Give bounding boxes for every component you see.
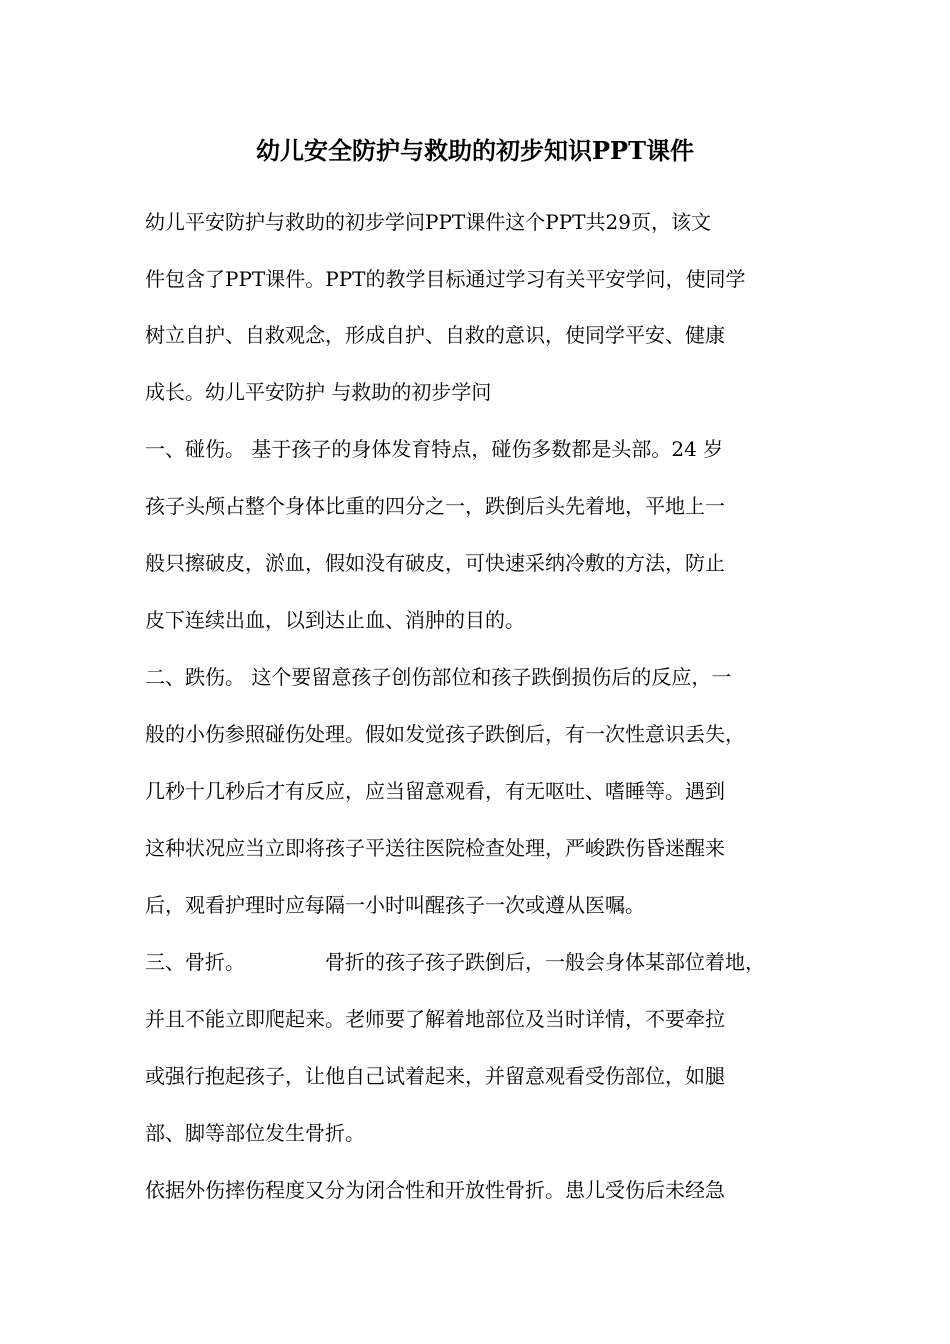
document-title: 幼儿安全防护与救助的初步知识PPT课件 [256, 136, 694, 165]
body-line: 二、跌伤。 这个要留意孩子创伤部位和孩子跌倒损伤后的反应，一 [145, 665, 732, 689]
body-line: 般只擦破皮，淤血，假如没有破皮，可快速采纳冷敷的方法，防止 [145, 551, 725, 575]
body-line: 或强行抱起孩子，让他自己试着起来，并留意观看受伤部位，如腿 [145, 1064, 725, 1088]
body-line: 树立自护、自救观念，形成自护、自救的意识，使同学平安、健康 [145, 323, 725, 347]
section3-first-line: 骨折的孩子孩子跌倒后，一般会身体某部位着地， [325, 950, 765, 974]
section3-line [145, 947, 765, 977]
body-line: 这种状况应当立即将孩子平送往医院检查处理，严峻跌伤昏迷醒来 [145, 836, 725, 860]
body-line: 般的小伤参照碰伤处理。假如发觉孩子跌倒后，有一次性意识丢失， [145, 722, 745, 746]
body-line: 件包含了PPT课件。PPT的教学目标通过学习有关平安学问，使同学 [145, 267, 746, 291]
body-line: 幼儿平安防护与救助的初步学问PPT课件这个PPT共29页，该文 [145, 210, 711, 234]
section3-heading: 三、骨折。 [145, 950, 245, 974]
body-line: 一、碰伤。 基于孩子的身体发育特点，碰伤多数都是头部。24 岁 [145, 437, 724, 461]
body-line: 并且不能立即爬起来。老师要了解着地部位及当时详情，不要牵拉 [145, 1007, 725, 1031]
body-line: 孩子头颅占整个身体比重的四分之一，跌倒后头先着地，平地上一 [145, 494, 725, 518]
body-line: 皮下连续出血，以到达止血、消肿的目的。 [145, 608, 525, 632]
body-line: 部、脚等部位发生骨折。 [145, 1121, 365, 1145]
body-line: 几秒十几秒后才有反应，应当留意观看，有无呕吐、嗜睡等。遇到 [145, 779, 725, 803]
body-line: 依据外伤摔伤程度又分为闭合性和开放性骨折。患儿受伤后未经急 [145, 1178, 725, 1202]
body-line: 成长。幼儿平安防护 与救助的初步学问 [145, 380, 492, 404]
body-line: 后，观看护理时应每隔一小时叫醒孩子一次或遵从医嘱。 [145, 893, 645, 917]
